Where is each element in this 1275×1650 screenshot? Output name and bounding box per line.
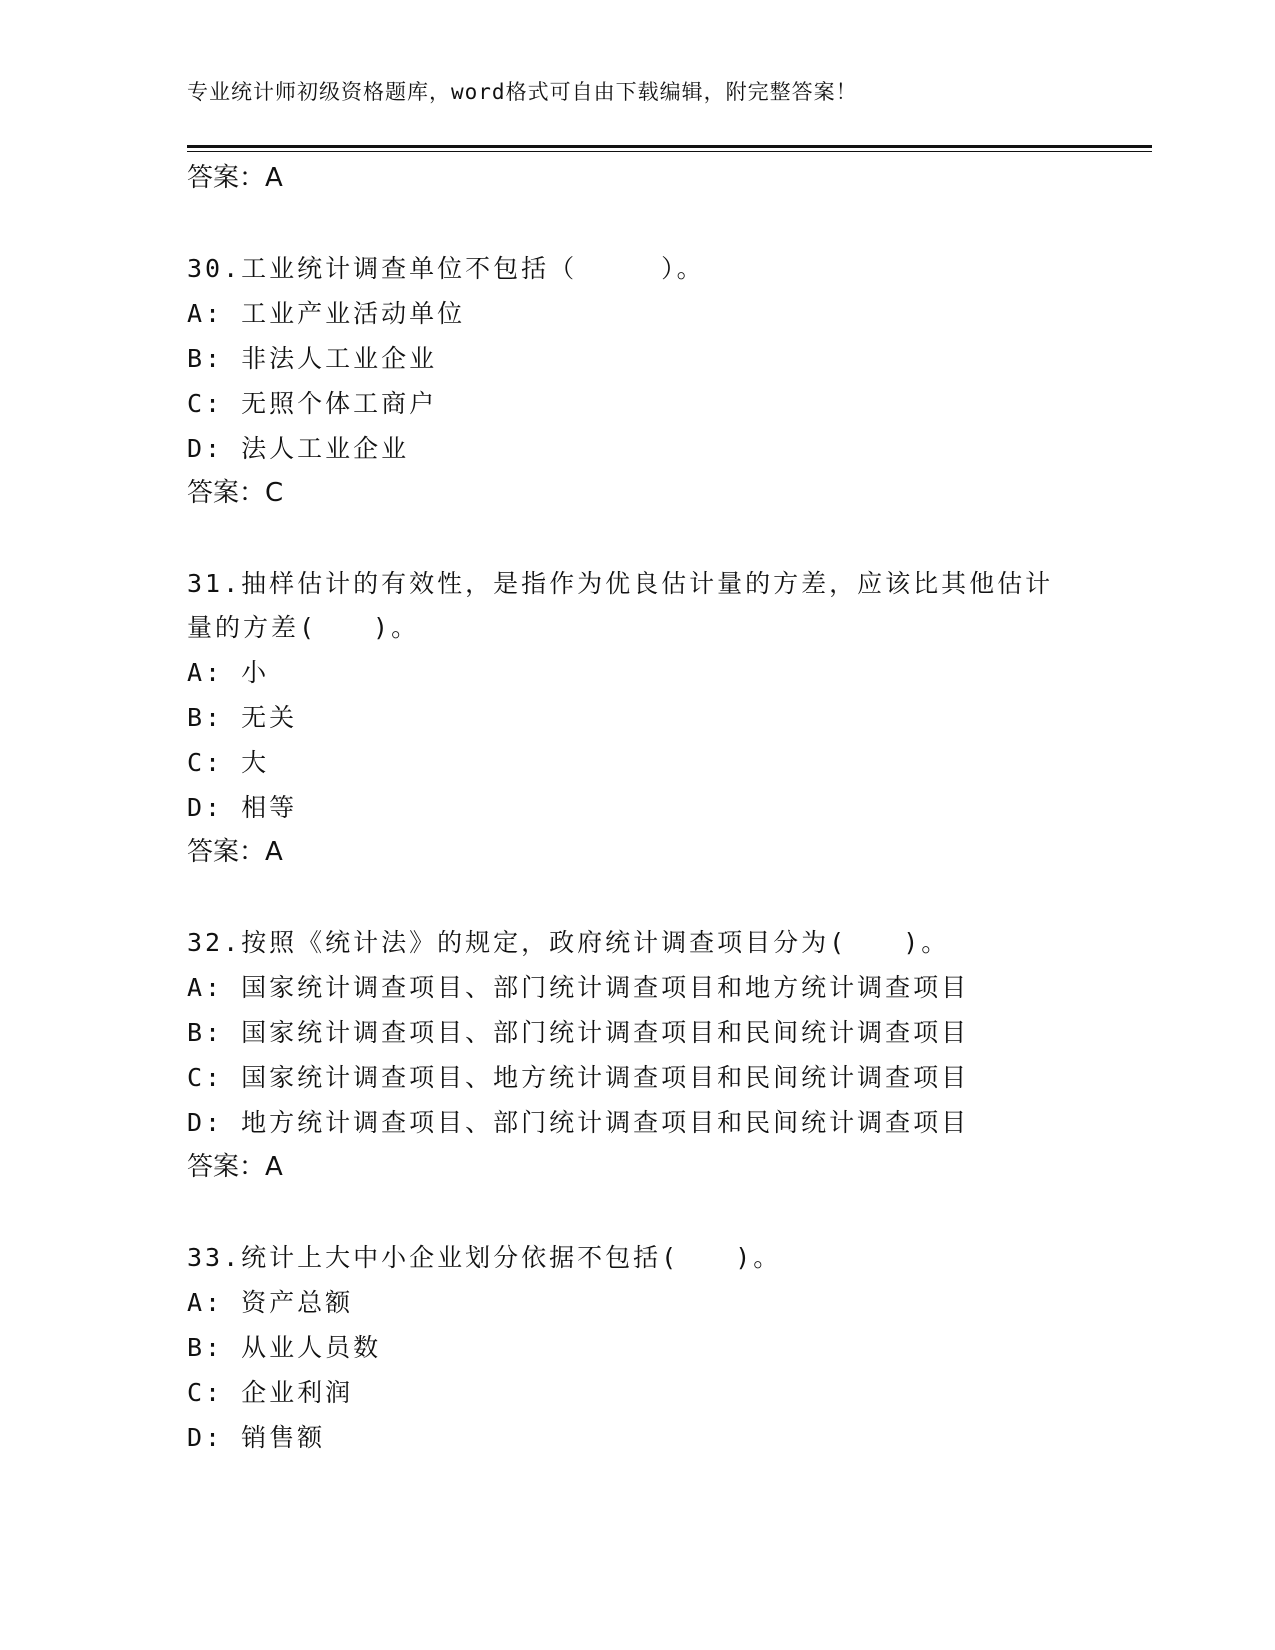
option-a: A: 小 (187, 658, 270, 687)
option-c: C: 大 (187, 748, 270, 777)
question-stem-continued: 量的方差( )。 (187, 613, 420, 642)
question-stem: 32.按照《统计法》的规定，政府统计调查项目分为( )。 (187, 928, 950, 957)
option-c: C: 国家统计调查项目、地方统计调查项目和民间统计调查项目 (187, 1063, 970, 1092)
option-c: C: 企业利润 (187, 1378, 354, 1407)
option-b: B: 无关 (187, 703, 298, 732)
option-b: B: 国家统计调查项目、部门统计调查项目和民间统计调查项目 (187, 1018, 970, 1047)
page-header: 专业统计师初级资格题库，word格式可自由下载编辑，附完整答案！ (187, 80, 858, 104)
option-c: C: 无照个体工商户 (187, 389, 438, 418)
option-d: D: 销售额 (187, 1423, 326, 1452)
question-30 (187, 247, 1152, 515)
question-stem: 30.工业统计调查单位不包括（ ）。 (187, 254, 705, 283)
option-d: D: 法人工业企业 (187, 434, 410, 463)
option-a: A: 资产总额 (187, 1288, 354, 1317)
option-d: D: 地方统计调查项目、部门统计调查项目和民间统计调查项目 (187, 1108, 970, 1137)
option-d: D: 相等 (187, 793, 298, 822)
question-stem: 33.统计上大中小企业划分依据不包括( )。 (187, 1243, 782, 1272)
question-33 (187, 1236, 1152, 1460)
header-rule-thin (187, 151, 1152, 152)
question-stem: 31.抽样估计的有效性，是指作为优良估计量的方差，应该比其他估计 (187, 569, 1054, 598)
question-content (187, 156, 1152, 1460)
answer: 答案：A (187, 837, 283, 867)
answer: 答案：C (187, 478, 284, 508)
answer: 答案：A (187, 1152, 283, 1182)
option-b: B: 从业人员数 (187, 1333, 382, 1362)
option-b: B: 非法人工业企业 (187, 344, 438, 373)
question-32 (187, 921, 1152, 1189)
answer-previous: 答案：A (187, 163, 283, 193)
header-rule-thick (187, 145, 1152, 148)
option-a: A: 国家统计调查项目、部门统计调查项目和地方统计调查项目 (187, 973, 970, 1002)
option-a: A: 工业产业活动单位 (187, 299, 466, 328)
question-31 (187, 562, 1152, 874)
